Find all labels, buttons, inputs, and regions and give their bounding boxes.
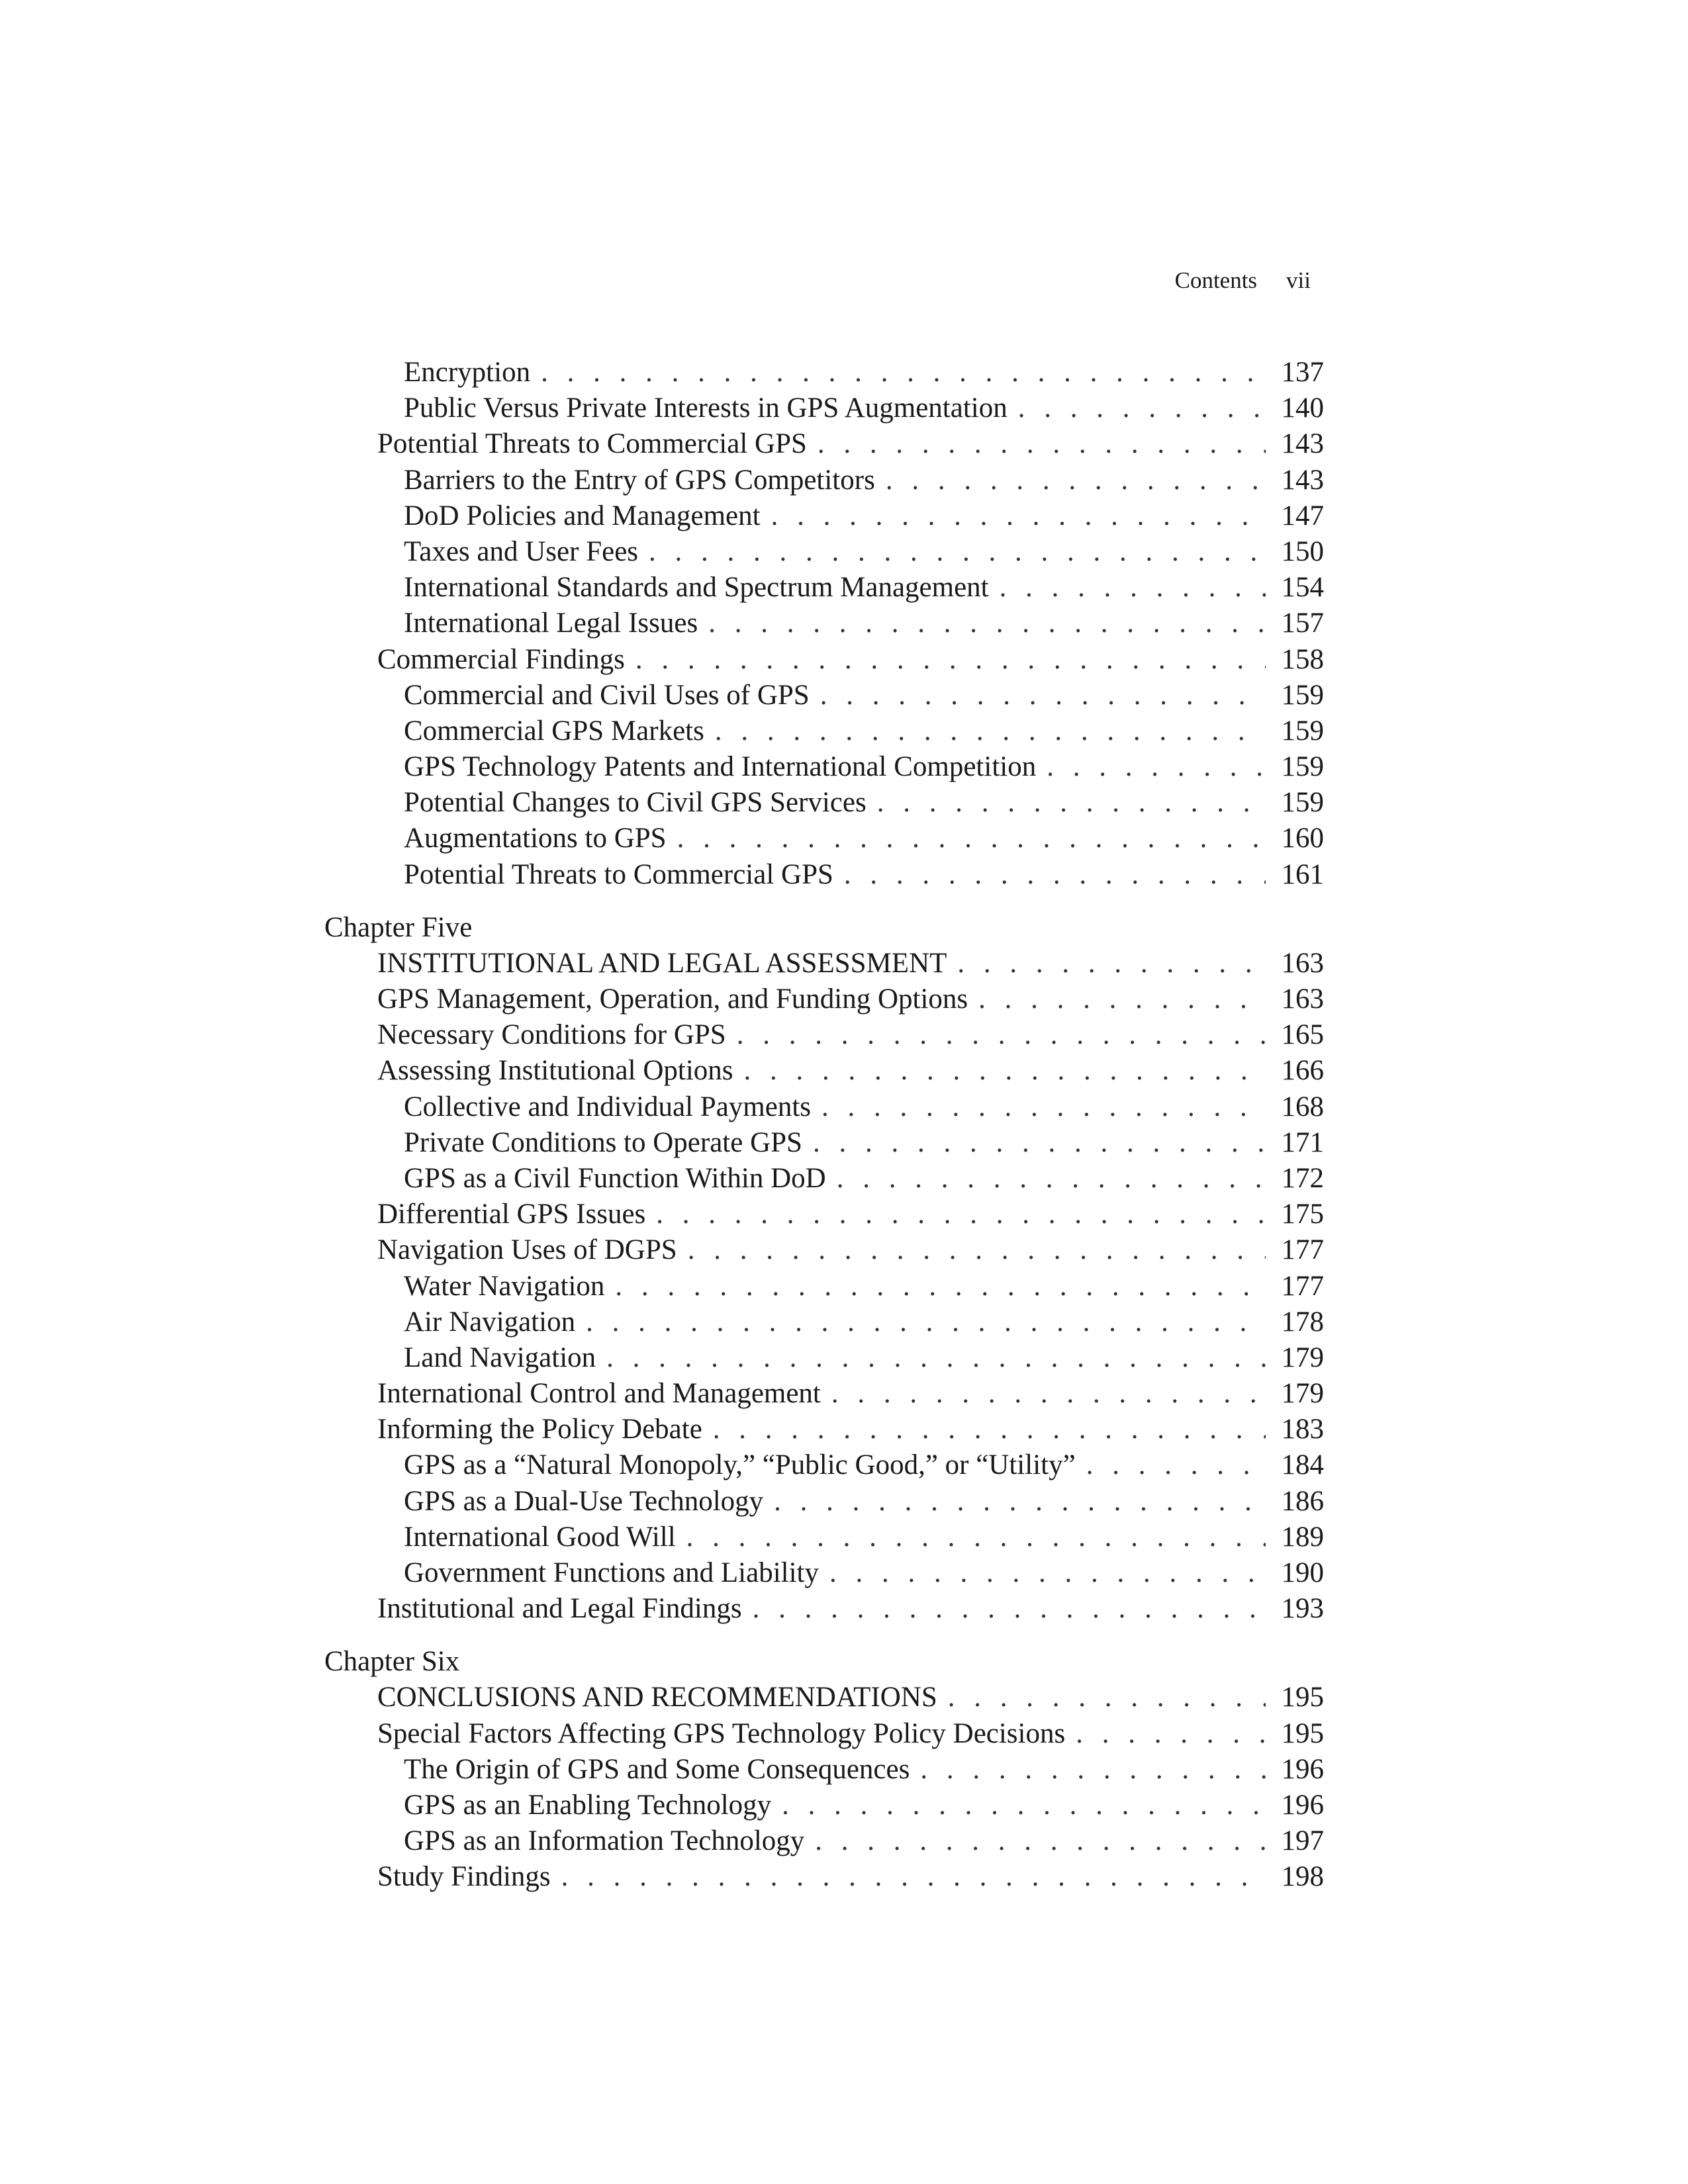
toc-entry-title: DoD Policies and Management <box>404 500 761 531</box>
toc-entry-title: Collective and Individual Payments <box>404 1091 812 1122</box>
toc-entry[interactable] <box>324 534 1324 570</box>
toc-entry[interactable] <box>324 1340 1324 1376</box>
dot-leader <box>774 1484 1266 1520</box>
toc-entry-page-number: 160 <box>1281 823 1324 854</box>
toc-entry-page-number: 190 <box>1281 1557 1324 1588</box>
toc-entry-page-number: 196 <box>1281 1789 1324 1821</box>
toc-entry[interactable] <box>324 981 1324 1017</box>
toc-entry-page-number: 172 <box>1281 1162 1324 1194</box>
toc-entry-title: Special Factors Affecting GPS Technology Policy Decisions <box>377 1717 1066 1749</box>
dot-leader <box>978 981 1266 1017</box>
toc-entry[interactable] <box>324 1269 1324 1304</box>
toc-entry[interactable] <box>324 355 1324 390</box>
dot-leader <box>606 1340 1266 1376</box>
toc-entry[interactable] <box>324 749 1324 785</box>
dot-leader <box>1018 390 1266 426</box>
toc-entry-title: GPS Technology Patents and International Competition <box>404 751 1037 783</box>
toc-entry-page-number: 178 <box>1281 1306 1324 1338</box>
dot-leader <box>829 1555 1266 1591</box>
toc-entry-page-number: 137 <box>1281 357 1324 388</box>
toc-entry-title: Necessary Conditions for GPS <box>377 1019 726 1051</box>
toc-entry-page-number: 179 <box>1281 1378 1324 1410</box>
dot-leader <box>677 821 1266 856</box>
toc-entry-title: Public Versus Private Interests in GPS Augmentation <box>404 392 1008 424</box>
toc-entry-page-number: 184 <box>1281 1449 1324 1481</box>
toc-entry[interactable] <box>324 1752 1324 1788</box>
page-folio: vii <box>1286 267 1311 293</box>
toc-entry-page-number: 163 <box>1281 983 1324 1015</box>
toc-entry-page-number: 186 <box>1281 1485 1324 1517</box>
toc-entry[interactable] <box>324 1680 1324 1715</box>
toc-entry[interactable] <box>324 1520 1324 1555</box>
dot-leader <box>586 1304 1266 1340</box>
toc-entry-page-number: 157 <box>1281 608 1324 639</box>
toc-entry-page-number: 168 <box>1281 1091 1324 1122</box>
dot-leader <box>713 1412 1266 1447</box>
toc-entry-title: Navigation Uses of DGPS <box>377 1234 677 1266</box>
toc-entry-title: Institutional and Legal Findings <box>377 1593 742 1625</box>
dot-leader <box>561 1859 1266 1895</box>
toc-entry[interactable] <box>324 1304 1324 1340</box>
toc-entry-title: CONCLUSIONS AND RECOMMENDATIONS <box>377 1682 937 1713</box>
toc-entry-title: GPS as an Information Technology <box>404 1825 805 1857</box>
dot-leader <box>1076 1716 1266 1752</box>
toc-entry-page-number: 165 <box>1281 1019 1324 1051</box>
dot-leader <box>831 1376 1266 1412</box>
toc-entry[interactable] <box>324 1555 1324 1591</box>
toc-entry[interactable] <box>324 1053 1324 1089</box>
toc-entry-title: International Standards and Spectrum Management <box>404 572 989 604</box>
toc-entry-page-number: 195 <box>1281 1682 1324 1713</box>
toc-entry[interactable] <box>324 1125 1324 1161</box>
running-head <box>1175 267 1311 294</box>
toc-entry-page-number: 147 <box>1281 500 1324 531</box>
toc-entry-title: Potential Changes to Civil GPS Services <box>404 787 867 819</box>
toc-entry[interactable] <box>324 1232 1324 1268</box>
toc-entry-page-number: 189 <box>1281 1521 1324 1553</box>
dot-leader <box>877 785 1266 821</box>
dot-leader <box>1047 749 1266 785</box>
chapter-group <box>324 355 1324 893</box>
dot-leader <box>1086 1447 1266 1483</box>
toc-entry[interactable] <box>324 857 1324 893</box>
dot-leader <box>821 1089 1266 1125</box>
dot-leader <box>957 946 1266 981</box>
dot-leader <box>844 857 1266 893</box>
toc-entry-title: Water Navigation <box>404 1270 605 1302</box>
toc-entry[interactable] <box>324 606 1324 641</box>
toc-entry[interactable] <box>324 463 1324 498</box>
toc-entry-title: Commercial GPS Markets <box>404 715 704 747</box>
toc-entry[interactable] <box>324 1716 1324 1752</box>
toc-entry-page-number: 150 <box>1281 535 1324 567</box>
toc-entry[interactable] <box>324 1823 1324 1859</box>
toc-entry-title: Land Navigation <box>404 1342 596 1373</box>
toc-entry[interactable] <box>324 1412 1324 1447</box>
toc-entry-page-number: 179 <box>1281 1342 1324 1373</box>
table-of-contents <box>324 355 1324 1895</box>
toc-entry[interactable] <box>324 498 1324 534</box>
toc-entry-title: GPS as a Dual-Use Technology <box>404 1485 764 1517</box>
toc-entry-page-number: 159 <box>1281 679 1324 711</box>
dot-leader <box>818 426 1266 462</box>
running-head-section: Contents <box>1174 267 1258 293</box>
dot-leader <box>541 355 1266 390</box>
toc-entry[interactable] <box>324 785 1324 821</box>
dot-leader <box>715 713 1266 749</box>
toc-entry-page-number: 159 <box>1281 787 1324 819</box>
toc-entry-page-number: 175 <box>1281 1199 1324 1230</box>
toc-entry[interactable] <box>324 678 1324 713</box>
toc-entry-page-number: 183 <box>1281 1414 1324 1445</box>
toc-entry-page-number: 159 <box>1281 751 1324 783</box>
dot-leader <box>744 1053 1266 1089</box>
dot-leader <box>815 1823 1266 1859</box>
toc-entry-page-number: 143 <box>1281 428 1324 460</box>
dot-leader <box>920 1752 1266 1788</box>
toc-entry-title: GPS as a Civil Function Within DoD <box>404 1162 826 1194</box>
toc-entry[interactable] <box>324 426 1324 462</box>
toc-entry-title: INSTITUTIONAL AND LEGAL ASSESSMENT <box>377 947 947 979</box>
toc-entry-title: GPS as an Enabling Technology <box>404 1789 772 1821</box>
toc-entry[interactable] <box>324 821 1324 856</box>
dot-leader <box>635 642 1266 678</box>
toc-entry-page-number: 195 <box>1281 1717 1324 1749</box>
toc-entry-title: Encryption <box>404 357 531 388</box>
toc-entry-title: Differential GPS Issues <box>377 1199 646 1230</box>
dot-leader <box>753 1591 1266 1627</box>
toc-entry[interactable] <box>324 1591 1324 1627</box>
toc-entry-page-number: 140 <box>1281 392 1324 424</box>
chapter-group <box>324 910 1324 1627</box>
toc-entry-title: Private Conditions to Operate GPS <box>404 1126 802 1158</box>
toc-entry-page-number: 197 <box>1281 1825 1324 1857</box>
toc-entry-page-number: 171 <box>1281 1126 1324 1158</box>
toc-entry[interactable] <box>324 1484 1324 1520</box>
toc-entry-title: Potential Threats to Commercial GPS <box>377 428 807 460</box>
toc-entry-title: International Legal Issues <box>404 608 698 639</box>
toc-entry-title: Taxes and User Fees <box>404 535 639 567</box>
dot-leader <box>649 534 1266 570</box>
toc-entry-page-number: 166 <box>1281 1055 1324 1087</box>
toc-entry-title: Augmentations to GPS <box>404 823 667 854</box>
dot-leader <box>1000 570 1266 606</box>
toc-entry-title: Commercial and Civil Uses of GPS <box>404 679 810 711</box>
toc-entry[interactable] <box>324 390 1324 426</box>
dot-leader <box>615 1269 1266 1304</box>
toc-entry-title: GPS Management, Operation, and Funding Options <box>377 983 968 1015</box>
toc-entry-title: Assessing Institutional Options <box>377 1055 733 1087</box>
toc-entry[interactable] <box>324 1017 1324 1053</box>
toc-entry-page-number: 196 <box>1281 1753 1324 1785</box>
toc-entry[interactable] <box>324 642 1324 678</box>
toc-entry-page-number: 177 <box>1281 1270 1324 1302</box>
toc-entry-title: Potential Threats to Commercial GPS <box>404 858 833 890</box>
toc-entry-title: Government Functions and Liability <box>404 1557 819 1588</box>
toc-entry-page-number: 159 <box>1281 715 1324 747</box>
toc-entry-page-number: 198 <box>1281 1861 1324 1893</box>
toc-entry-title: GPS as a “Natural Monopoly,” “Public Good,” or “Utility” <box>404 1449 1076 1481</box>
dot-leader <box>782 1788 1266 1823</box>
dot-leader <box>820 678 1266 713</box>
dot-leader <box>686 1520 1266 1555</box>
chapter-heading: Chapter Six <box>324 1646 460 1678</box>
toc-entry-title: The Origin of GPS and Some Consequences <box>404 1753 910 1785</box>
dot-leader <box>948 1680 1266 1715</box>
toc-entry-title: International Good Will <box>404 1521 676 1553</box>
toc-entry-page-number: 143 <box>1281 464 1324 496</box>
dot-leader <box>737 1017 1266 1053</box>
toc-entry-title: Informing the Policy Debate <box>377 1414 702 1445</box>
toc-entry-title: Air Navigation <box>404 1306 576 1338</box>
toc-entry[interactable] <box>324 1859 1324 1895</box>
toc-entry-page-number: 161 <box>1281 858 1324 890</box>
chapter-heading: Chapter Five <box>324 911 473 943</box>
dot-leader <box>886 463 1266 498</box>
toc-entry[interactable] <box>324 1161 1324 1197</box>
toc-entry-page-number: 177 <box>1281 1234 1324 1266</box>
dot-leader <box>771 498 1266 534</box>
toc-entry[interactable] <box>324 1376 1324 1412</box>
toc-entry[interactable] <box>324 1197 1324 1232</box>
toc-entry[interactable] <box>324 570 1324 606</box>
toc-entry[interactable] <box>324 713 1324 749</box>
toc-entry[interactable] <box>324 1447 1324 1483</box>
toc-entry-title: Study Findings <box>377 1861 551 1893</box>
toc-entry-page-number: 158 <box>1281 643 1324 675</box>
toc-entry[interactable] <box>324 946 1324 981</box>
dot-leader <box>656 1197 1266 1232</box>
dot-leader <box>837 1161 1266 1197</box>
toc-entry-page-number: 193 <box>1281 1593 1324 1625</box>
toc-entry-page-number: 154 <box>1281 572 1324 604</box>
dot-leader <box>813 1125 1266 1161</box>
toc-entry-title: Commercial Findings <box>377 643 625 675</box>
dot-leader <box>708 606 1266 641</box>
toc-entry[interactable] <box>324 1788 1324 1823</box>
toc-entry[interactable] <box>324 1089 1324 1125</box>
dot-leader <box>688 1232 1266 1268</box>
toc-entry-title: Barriers to the Entry of GPS Competitors <box>404 464 875 496</box>
toc-entry-title: International Control and Management <box>377 1378 821 1410</box>
toc-entry-page-number: 163 <box>1281 947 1324 979</box>
chapter-group <box>324 1644 1324 1895</box>
